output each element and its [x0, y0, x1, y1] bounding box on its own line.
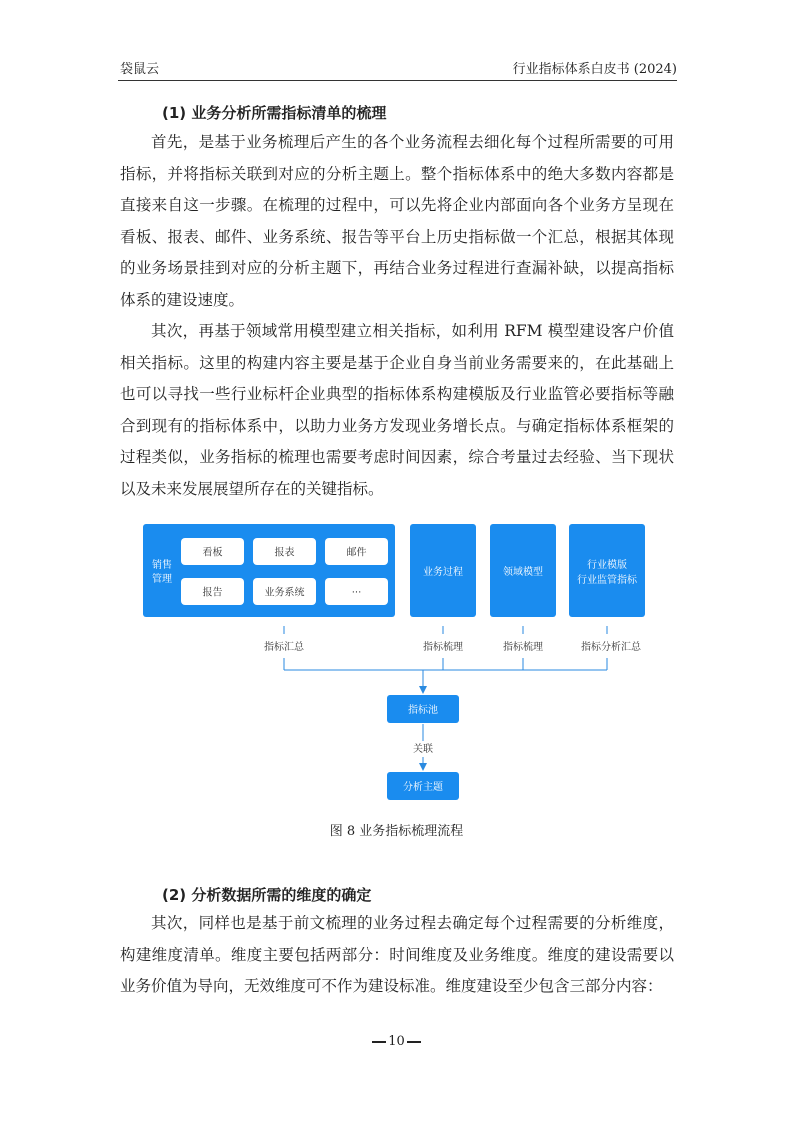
section2-heading: (2) 分析数据所需的维度的确定: [162, 886, 372, 904]
indicator-pool-label: 指标池: [408, 705, 438, 716]
header-divider: [118, 80, 677, 81]
header-doc-title: 行业指标体系白皮书 (2024): [512, 62, 677, 77]
label-sort-1: 指标梳理: [423, 642, 463, 653]
page-number-dash-left: [372, 1041, 386, 1043]
business-process-label: 业务过程: [423, 567, 463, 578]
source-more-label: ···: [351, 587, 362, 599]
page-number-value: 10: [388, 1034, 405, 1049]
source-report-table-label: 报表: [274, 547, 295, 559]
label-sort-2: 指标梳理: [503, 642, 543, 653]
flow-diagram: [0, 520, 793, 814]
label-analysis: 指标分析汇总: [581, 642, 641, 653]
sales-management-label-1: 销售: [152, 560, 172, 571]
page-number: [0, 1034, 793, 1049]
figure-caption: 图 8 业务指标梳理流程: [329, 824, 464, 839]
domain-model-label: 领域模型: [503, 567, 543, 578]
section1-paragraph-2: 其次，再基于领域常用模型建立相关指标，如利用 RFM 模型建设客户价值相关指标。这里的构建内容主要是基于企业自身当前业务需要来的，在此基础上也可以寻找一些行业标杆企业典型的指标体系构建模版及行业监管必要指标等融合到现有的指标体系中，以助力业务方发现业务增长点。与确定指标体系框架的过程类似，业务指标的梳理也需要考虑时间因素，综合考量过去经验、当下现状以及未来发展展望所存在的关键指标。: [120, 322, 674, 498]
source-kanban-label: 看板: [202, 547, 223, 559]
source-report-label: 报告: [202, 587, 223, 599]
industry-label-2: 行业监管指标: [577, 575, 637, 586]
source-business-system-label: 业务系统: [264, 587, 305, 599]
section1-paragraph-1: 首先，是基于业务梳理后产生的各个业务流程去细化每个过程所需要的可用指标，并将指标关联到对应的分析主题上。整个指标体系中的绝大多数内容都是直接来自这一步骤。在梳理的过程中，可以先将企业内部面向各个业务方呈现在看板、报表、邮件、业务系统、报告等平台上历史指标做一个汇总，根据其体现的业务场景挂到对应的分析主题下，再结合业务过程进行查漏补缺，以提高指标体系的建设速度。: [120, 133, 674, 309]
label-summary: 指标汇总: [264, 642, 304, 653]
relate-label: 关联: [413, 744, 433, 755]
source-email-label: 邮件: [346, 547, 367, 559]
industry-label-1: 行业模版: [587, 560, 627, 571]
section2-paragraph-1: 其次，同样也是基于前文梳理的业务过程去确定每个过程需要的分析维度，构建维度清单。维度主要包括两部分：时间维度及业务维度。维度的建设需要以业务价值为导向，无效维度可不作为建设标准。维度建设至少包含三部分内容：: [120, 914, 674, 995]
analysis-topic-label: 分析主题: [403, 782, 443, 793]
section1-heading: (1) 业务分析所需指标清单的梳理: [162, 104, 387, 122]
sales-management-label-2: 管理: [152, 574, 172, 585]
page-number-dash-right: [407, 1041, 421, 1043]
header-brand: 袋鼠云: [120, 62, 160, 77]
